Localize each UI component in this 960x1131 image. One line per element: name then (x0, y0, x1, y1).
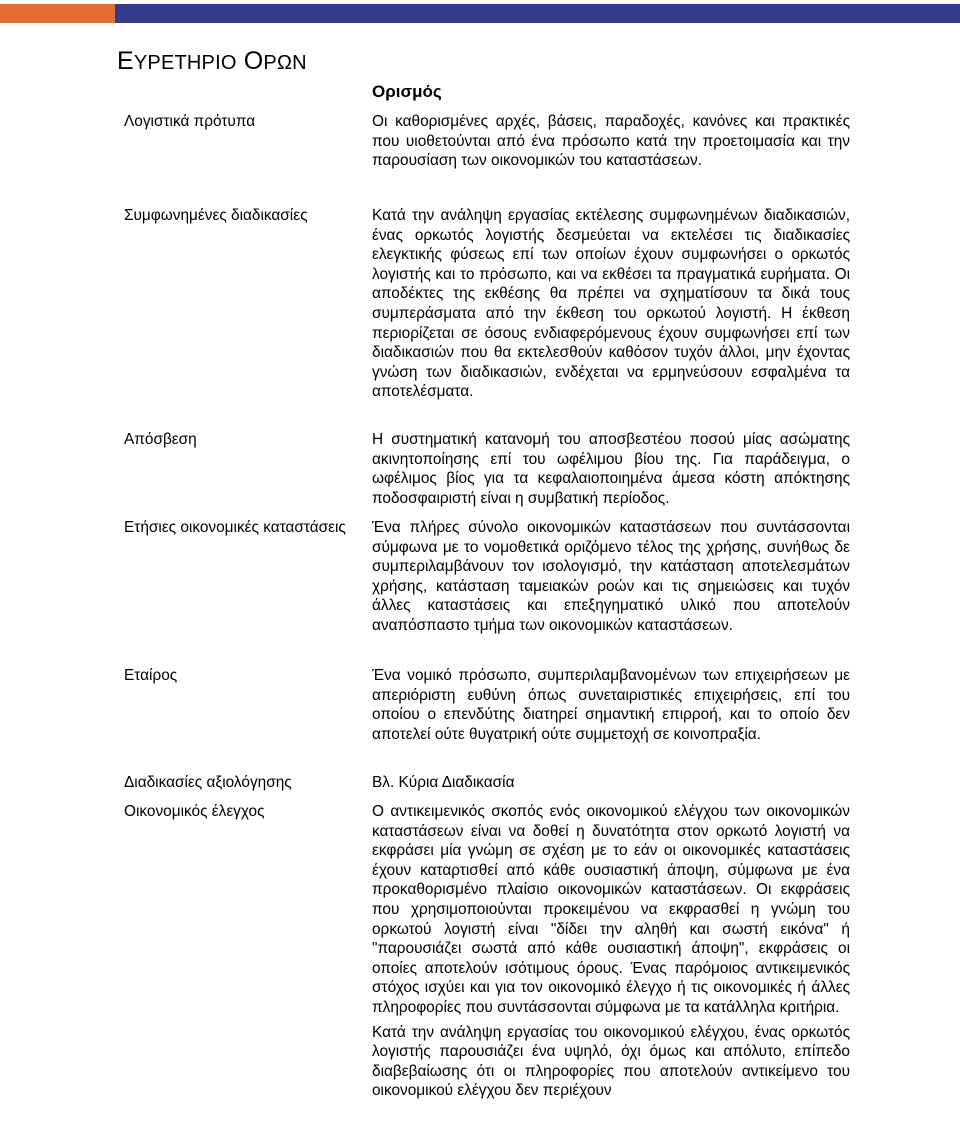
glossary-definition (372, 206, 850, 430)
glossary-row (124, 206, 850, 430)
glossary-term: Διαδικασίες αξιολόγησης (124, 774, 292, 791)
definition-paragraph: Βλ. Κύρια Διαδικασία (372, 774, 515, 791)
top-bar-accent (0, 4, 115, 23)
definition-paragraph: Η συστηματική κατανομή του αποσβεστέου ποσού μίας ασώματης ακινητοποίησης επί του ωφέλιμου βίου της. Για παράδειγμα, ο ωφέλιμος βίος για τα κεφαλαιοποιημένα άμεσα κόστη απόκτησης ποδοσφαιριστή είναι η συμβατική περίοδος. (372, 431, 850, 507)
definition-paragraph: Ένα πλήρες σύνολο οικονομικών καταστάσεων που συντάσσονται σύμφωνα με το νομοθετικά οριζόμενο τέλος της χρήσης, συνήθως δε συμπεριλαμβάνουν τον ισολογισμό, την κατάσταση αποτελεσμάτων χρήσης, κατάσταση ταμειακών ροών και τις σημειώσεις και τυχόν άλλες καταστάσεις και επεξηγηματικό υλικό που αποτελούν αναπόσπαστο τμήμα των οικονομικών καταστάσεων. (372, 519, 850, 634)
glossary-definition (372, 112, 850, 206)
definition-paragraph: Κατά την ανάληψη εργασίας εκτέλεσης συμφωνημένων διαδικασιών, ένας ορκωτός λογιστής δεσμεύεται να εκτελέσει τις διαδικασίες ελεγκτικής φύσεως επί των οποίων έχουν συμφωνήσει ο ορκωτός λογιστής και το πρόσωπο, και να εκθέσει τα πραγματικά ευρήματα. Οι αποδέκτες της εκθέσης θα πρέπει να σχηματίσουν τα δικά τους συμπεράσματα από την έκθεση του ορκωτού λογιστή. Η έκθεση περιορίζεται σε όσους ενδιαφερόμενους έχουν συμφωνήσει επί των διαδικασιών που θα εκτελεσθούν καθόσον τυχόν άλλοι, μην έχοντας γνώση των διαδικασιών, ενδέχεται να ερμηνεύσουν εσφαλμένα τα αποτελέσματα. (372, 207, 850, 401)
page-title: ΕΥΡΕΤΗΡΙΟ ΟΡΩΝ (117, 47, 307, 75)
glossary-row (124, 430, 850, 518)
glossary-definition (372, 802, 850, 1101)
definition-paragraph: Κατά την ανάληψη εργασίας του οικονομικού ελέγχου, ένας ορκωτός λογιστής παρουσιάζει ένα υψηλό, όχι όμως και απόλυτο, επίπεδο διαβεβαίωσης ότι οι πληροφορίες που αποτελούν αντικείμενο του οικονομικού ελέγχου δεν περιέχουν (372, 1023, 850, 1100)
glossary-row (124, 773, 850, 802)
glossary-definition (372, 773, 850, 802)
glossary-definition (372, 430, 850, 518)
glossary-row (124, 112, 850, 206)
glossary-term: Ετήσιες οικονομικές καταστάσεις (124, 519, 346, 536)
glossary-table (124, 112, 850, 1101)
glossary-row (124, 666, 850, 773)
glossary-term: Συμφωνημένες διαδικασίες (124, 207, 308, 224)
glossary-row (124, 802, 850, 1101)
glossary-term: Λογιστικά πρότυπα (124, 113, 256, 130)
glossary-term: Απόσβεση (124, 431, 197, 448)
definition-paragraph: Οι καθορισμένες αρχές, βάσεις, παραδοχές, κανόνες και πρακτικές που υιοθετούνται από ένα πρόσωπο κατά την προετοιμασία και την παρουσίαση των οικονομικών του καταστάσεων. (372, 113, 850, 170)
definition-paragraph: Ένα νομικό πρόσωπο, συμπεριλαμβανομένων των επιχειρήσεων με απεριόριστη ευθύνη όπως συνεταιριστικές επιχειρήσεις, επί του οποίου ο επενδύτης διατηρεί σημαντική επιρροή, και το οποίο δεν αποτελεί ούτε θυγατρική ούτε συμμετοχή σε κοινοπραξία. (372, 667, 850, 743)
definition-column-heading: Ορισμός (372, 82, 442, 101)
glossary-row (124, 518, 850, 666)
glossary-definition (372, 518, 850, 666)
definition-paragraph: Ο αντικειμενικός σκοπός ενός οικονομικού ελέγχου των οικονομικών καταστάσεων είναι να δοθεί η δυνατότητα στον ορκωτό λογιστή να εκφράσει μία γνώμη σε σχέση με το εάν οι οικονομικές καταστάσεις έχουν καταρτισθεί από κάθε ουσιαστική άποψη, σύμφωνα με ένα προκαθορισμένο πλαίσιο οικονομικών καταστάσεων. Οι εκφράσεις που χρησιμοποιούνται προκειμένου να εκφρασθεί η γνώμη του ορκωτού λογιστή είναι "δίδει την αληθή και σωστή εικόνα" ή "παρουσιάζει σωστά από κάθε ουσιαστική άποψη", εκφράσεις οι οποίες αποτελούν ισότιμους όρους. Ένας παρόμοιος αντικειμενικός στόχος ισχύει και για τον οικονομικό έλεγχο ή τις οικονομικές ή άλλες πληροφορίες που συντάσσονται σύμφωνα με τα κατάλληλα κριτήρια. (372, 803, 850, 1016)
glossary-definition (372, 666, 850, 773)
glossary-term: Οικονομικός έλεγχος (124, 803, 265, 820)
top-bar-main (115, 4, 960, 23)
glossary-term: Εταίρος (124, 667, 178, 684)
top-color-bar (0, 4, 960, 23)
